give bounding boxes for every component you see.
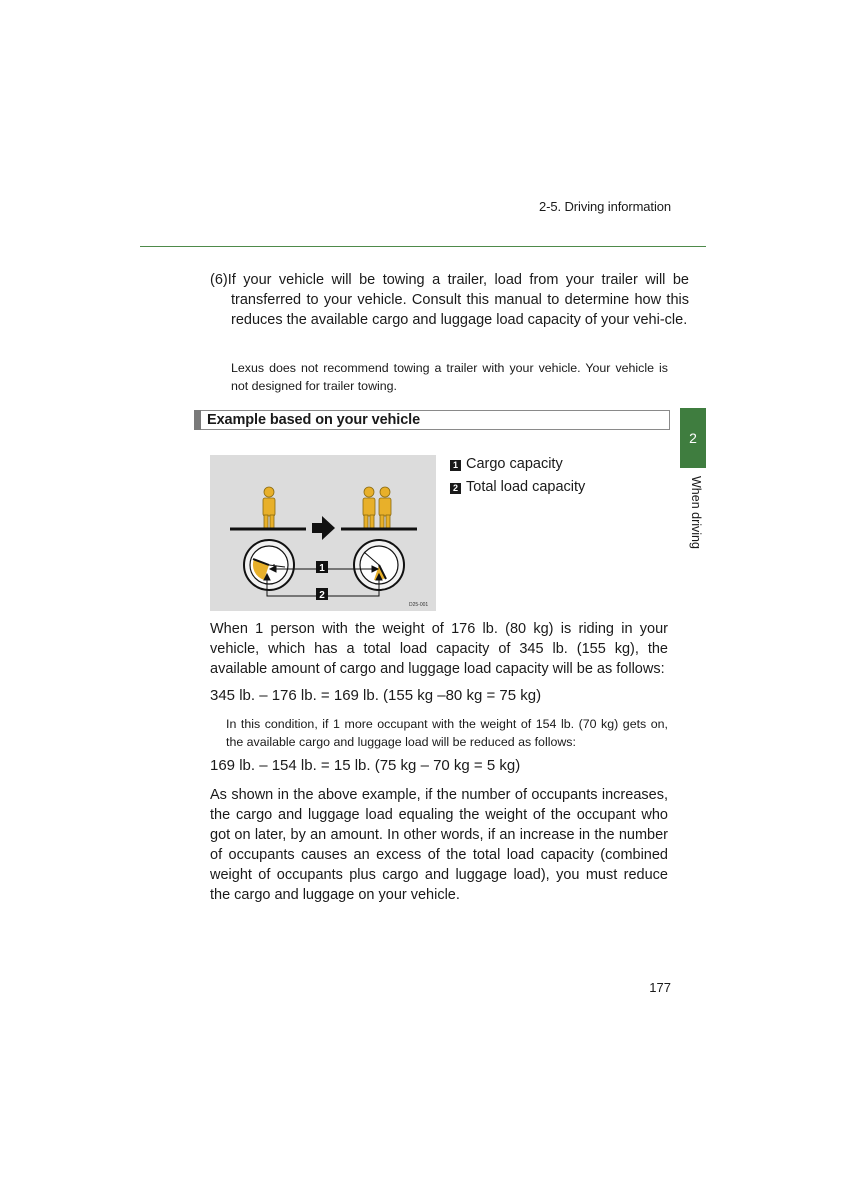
formula-2: 169 lb. – 154 lb. = 15 lb. (75 kg – 70 kg = 5 kg) [210, 757, 521, 774]
illustration-code: D25-001 [409, 602, 429, 608]
example-paragraph-2: As shown in the above example, if the number of occupants increases, the cargo and luggage load equaling the weight of the occupant who got on later, by an amount. In other words, if an increase in the number of occupants causes an excess of the total load capacity (combined weight of occupants plus cargo and luggage load), you must reduce the cargo and luggage on your vehicle. [210, 787, 668, 903]
legend-number: 2 [450, 483, 461, 494]
chapter-label: When driving [689, 476, 703, 549]
section-marker [194, 410, 201, 430]
legend-label: Total load capacity [466, 479, 586, 495]
callout-2-label: 2 [319, 590, 325, 601]
item-6-text: If your vehicle will be towing a trailer, load from your trailer will be transferred to your vehicle. Consult this manual to determine how this reduces the available cargo and luggage load capacity of your vehi-cle. [227, 272, 689, 328]
formula-1: 345 lb. – 176 lb. = 169 lb. (155 kg –80 kg = 75 kg) [210, 687, 542, 704]
load-capacity-illustration [210, 455, 436, 611]
header-divider [140, 246, 706, 247]
chapter-tab [680, 408, 706, 468]
legend-label: Cargo capacity [466, 456, 563, 472]
section-heading [194, 410, 670, 430]
trailer-note: Lexus does not recommend towing a trailer with your vehicle. Your vehicle is not designed for trailer towing. [231, 361, 668, 393]
section-title: Example based on your vehicle [207, 412, 421, 428]
page-number: 177 [649, 980, 671, 995]
gauge-icon [244, 540, 294, 590]
item-6-number: (6) [210, 272, 228, 288]
legend-number: 1 [450, 460, 461, 471]
example-paragraph-1: When 1 person with the weight of 176 lb. (80 kg) is riding in your vehicle, which has a total load capacity of 345 lb. (155 kg), the available amount of cargo and luggage load capacity will be as follows: [210, 621, 668, 677]
legend-item [450, 476, 585, 499]
callout-1-label: 1 [319, 563, 325, 574]
illustration-legend [450, 453, 585, 499]
additional-occupant-note: In this condition, if 1 more occupant with the weight of 154 lb. (70 kg) gets on, the available cargo and luggage load will be reduced as follows: [226, 717, 668, 749]
illustration-svg [210, 455, 436, 611]
legend-item [450, 453, 585, 476]
header-section-title: 2-5. Driving information [539, 199, 671, 214]
item-6-paragraph [210, 270, 689, 330]
chapter-number: 2 [689, 430, 697, 446]
